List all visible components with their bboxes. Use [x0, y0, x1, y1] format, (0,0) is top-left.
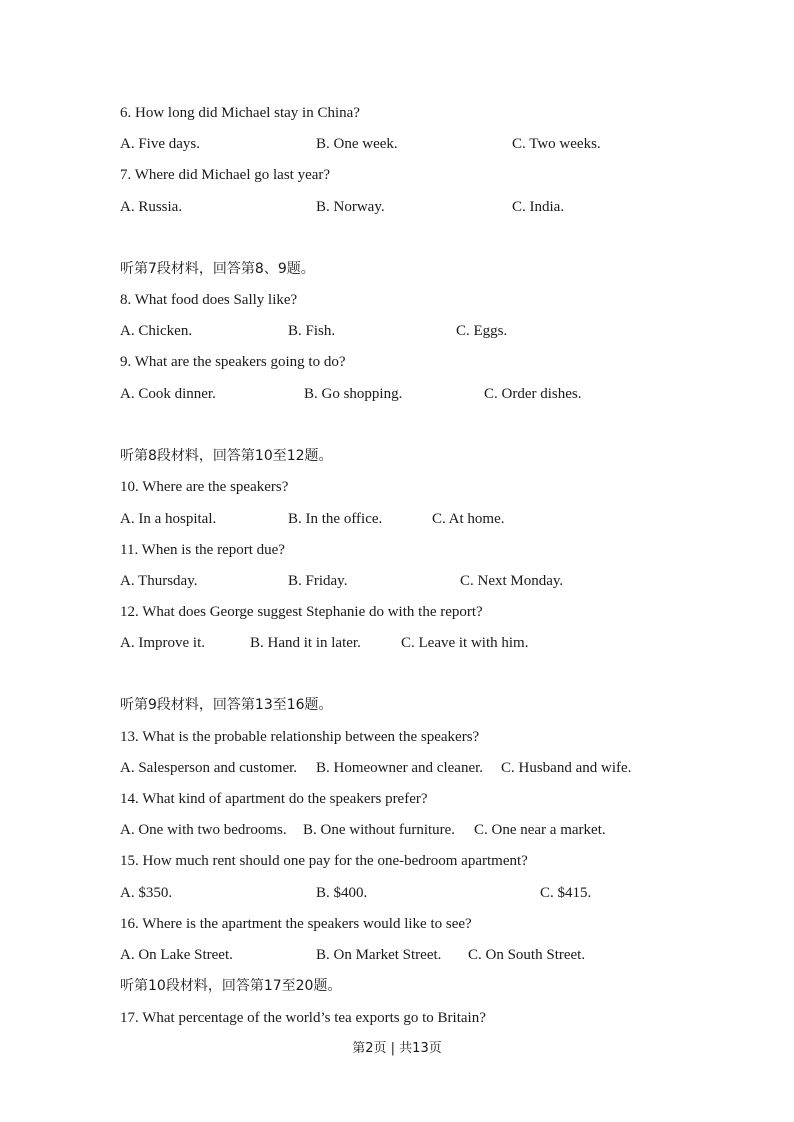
option-c: C. Eggs. [456, 323, 508, 339]
option-c: C. Order dishes. [484, 386, 582, 402]
question-11: 11. When is the report due? [120, 542, 285, 558]
option-a: A. In a hospital. [120, 511, 217, 527]
option-a: A. Chicken. [120, 323, 193, 339]
section-heading-7: 听第7段材料，回答第8、9题。 [120, 261, 315, 277]
question-6: 6. How long did Michael stay in China? [120, 105, 360, 121]
option-a: A. One with two bedrooms. [120, 822, 287, 838]
option-a: A. $350. [120, 885, 173, 901]
option-a: A. Thursday. [120, 573, 198, 589]
question-7: 7. Where did Michael go last year? [120, 167, 331, 183]
question-15: 15. How much rent should one pay for the one-bedroom apartment? [120, 853, 528, 869]
option-a: A. Improve it. [120, 635, 205, 651]
question-14: 14. What kind of apartment do the speakers prefer? [120, 791, 428, 807]
option-c: C. Husband and wife. [501, 760, 632, 776]
option-b: B. In the office. [288, 511, 383, 527]
option-b: B. Fish. [288, 323, 336, 339]
option-a: A. On Lake Street. [120, 947, 233, 963]
option-b: B. One without furniture. [303, 822, 456, 838]
option-c: C. India. [512, 199, 565, 215]
question-12: 12. What does George suggest Stephanie do with the report? [120, 604, 483, 620]
option-c: C. Next Monday. [460, 573, 564, 589]
option-a: A. Five days. [120, 136, 200, 152]
section-heading-8: 听第8段材料，回答第10至12题。 [120, 448, 333, 464]
section-heading-10: 听第10段材料，回答第17至20题。 [120, 978, 342, 994]
option-c: C. Leave it with him. [401, 635, 529, 651]
page-footer: 第2页 | 共13页 [352, 1041, 442, 1056]
option-c: C. Two weeks. [512, 136, 601, 152]
option-b: B. Norway. [316, 199, 385, 215]
option-b: B. Homeowner and cleaner. [316, 760, 484, 776]
option-b: B. Go shopping. [304, 386, 403, 402]
option-a: A. Salesperson and customer. [120, 760, 298, 776]
option-b: B. $400. [316, 885, 368, 901]
option-c: C. $415. [540, 885, 592, 901]
question-10: 10. Where are the speakers? [120, 479, 289, 495]
option-b: B. On Market Street. [316, 947, 442, 963]
question-9: 9. What are the speakers going to do? [120, 354, 346, 370]
option-c: C. One near a market. [474, 822, 606, 838]
section-heading-9: 听第9段材料，回答第13至16题。 [120, 697, 333, 713]
question-8: 8. What food does Sally like? [120, 292, 298, 308]
option-a: A. Russia. [120, 199, 183, 215]
question-16: 16. Where is the apartment the speakers would like to see? [120, 916, 472, 932]
option-b: B. Hand it in later. [250, 635, 361, 651]
question-13: 13. What is the probable relationship between the speakers? [120, 729, 480, 745]
option-b: B. Friday. [288, 573, 348, 589]
option-a: A. Cook dinner. [120, 386, 216, 402]
option-c: C. On South Street. [468, 947, 586, 963]
option-b: B. One week. [316, 136, 398, 152]
question-17: 17. What percentage of the world’s tea exports go to Britain? [120, 1010, 486, 1026]
option-c: C. At home. [432, 511, 505, 527]
